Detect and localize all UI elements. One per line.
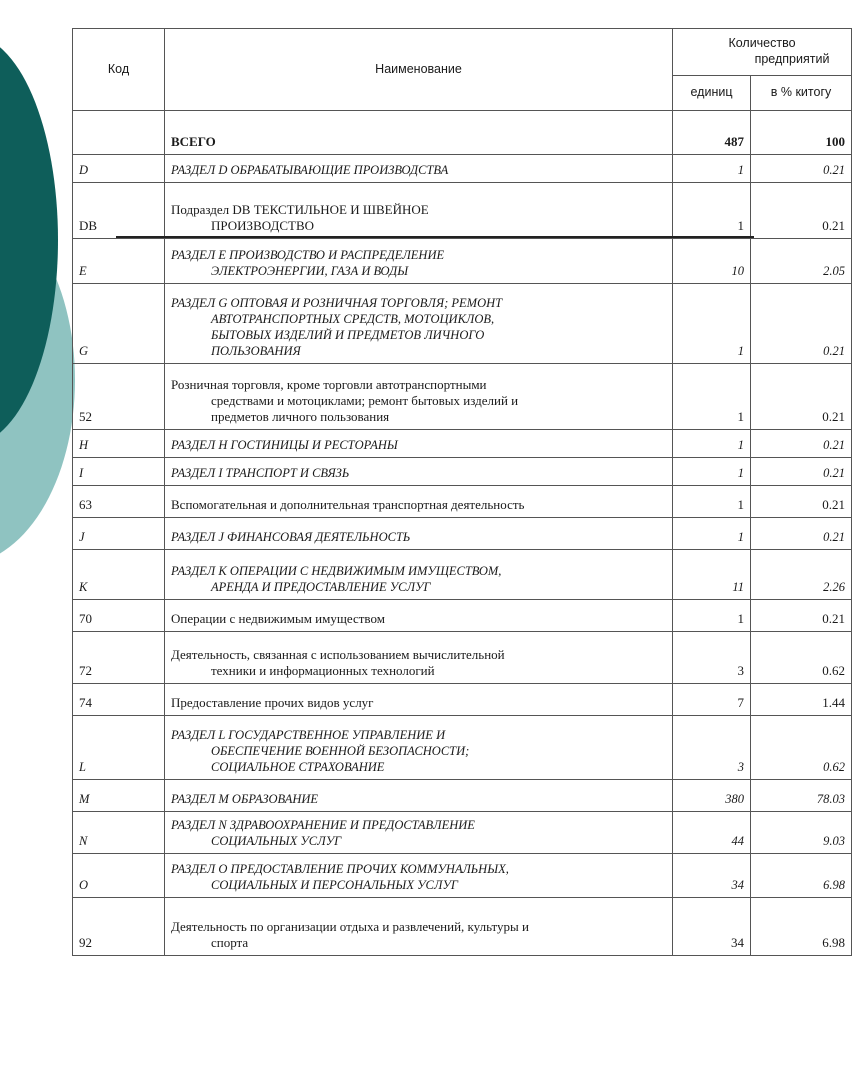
table-row	[73, 486, 852, 518]
cell-units: 380	[673, 780, 751, 812]
table-row	[73, 550, 852, 600]
table-row	[73, 518, 852, 550]
name-line: СОЦИАЛЬНЫХ УСЛУГ	[211, 834, 342, 848]
name-line: Подраздел DB ТЕКСТИЛЬНОЕ И ШВЕЙНОЕ	[171, 202, 429, 217]
cell-percent: 0.21	[751, 518, 852, 550]
table-row	[73, 458, 852, 486]
cell-units: 3	[673, 716, 751, 780]
cell-units: 1	[673, 458, 751, 486]
table-row	[73, 183, 852, 239]
separator-line	[116, 236, 754, 238]
name-line: РАЗДЕЛ J ФИНАНСОВАЯ ДЕЯТЕЛЬНОСТЬ	[171, 530, 411, 544]
name-line: техники и информационных технологий	[211, 663, 435, 678]
cell-percent: 0.21	[751, 430, 852, 458]
header-quantity	[673, 29, 852, 76]
name-line: РАЗДЕЛ M ОБРАЗОВАНИЕ	[171, 792, 319, 806]
name-line: БЫТОВЫХ ИЗДЕЛИЙ И ПРЕДМЕТОВ ЛИЧНОГО	[211, 328, 485, 342]
name-line: РАЗДЕЛ K ОПЕРАЦИИ С НЕДВИЖИМЫМ ИМУЩЕСТВОМ,	[171, 564, 502, 578]
table-row	[73, 684, 852, 716]
cell-code: L	[73, 716, 165, 780]
cell-code: O	[73, 854, 165, 898]
cell-percent: 2.26	[751, 550, 852, 600]
header-code: Код	[73, 29, 165, 111]
cell-percent: 1.44	[751, 684, 852, 716]
cell-code: D	[73, 155, 165, 183]
name-line: средствами и мотоциклами; ремонт бытовых изделий и	[211, 393, 519, 408]
table-row	[73, 364, 852, 430]
cell-units: 34	[673, 854, 751, 898]
cell-name	[165, 600, 673, 632]
name-line: Деятельность, связанная с использованием вычислительной	[171, 647, 505, 662]
data-table	[72, 28, 852, 956]
name-line: АВТОТРАНСПОРТНЫХ СРЕДСТВ, МОТОЦИКЛОВ,	[211, 312, 495, 326]
table-row	[73, 898, 852, 956]
cell-units: 487	[673, 111, 751, 155]
cell-percent: 0.21	[751, 364, 852, 430]
cell-percent: 0.21	[751, 486, 852, 518]
table-row	[73, 812, 852, 854]
cell-percent: 9.03	[751, 812, 852, 854]
cell-name	[165, 486, 673, 518]
cell-percent: 6.98	[751, 854, 852, 898]
header-name: Наименование	[165, 29, 673, 111]
cell-units: 11	[673, 550, 751, 600]
enterprise-table	[72, 28, 846, 956]
cell-units: 1	[673, 486, 751, 518]
cell-units: 1	[673, 284, 751, 364]
table-row	[73, 155, 852, 183]
cell-code: 74	[73, 684, 165, 716]
header-quantity-line1: Количество	[728, 36, 796, 50]
cell-code	[73, 111, 165, 155]
table-row	[73, 239, 852, 284]
cell-name	[165, 284, 673, 364]
cell-percent: 0.21	[751, 155, 852, 183]
cell-code: 63	[73, 486, 165, 518]
name-line: РАЗДЕЛ E ПРОИЗВОДСТВО И РАСПРЕДЕЛЕНИЕ	[171, 248, 445, 262]
cell-code: 70	[73, 600, 165, 632]
cell-units: 1	[673, 364, 751, 430]
cell-name	[165, 898, 673, 956]
cell-percent: 0.21	[751, 284, 852, 364]
cell-code: H	[73, 430, 165, 458]
cell-units: 1	[673, 183, 751, 239]
cell-name	[165, 812, 673, 854]
cell-units: 10	[673, 239, 751, 284]
header-percent: в % китогу	[751, 76, 852, 111]
table-row	[73, 111, 852, 155]
cell-name	[165, 155, 673, 183]
name-line: Розничная торговля, кроме торговли автотранспортными	[171, 377, 487, 392]
cell-name	[165, 183, 673, 239]
cell-name	[165, 854, 673, 898]
cell-code: M	[73, 780, 165, 812]
cell-code: N	[73, 812, 165, 854]
cell-name	[165, 239, 673, 284]
name-line: РАЗДЕЛ D ОБРАБАТЫВАЮЩИЕ ПРОИЗВОДСТВА	[171, 163, 449, 177]
name-line: ОБЕСПЕЧЕНИЕ ВОЕННОЙ БЕЗОПАСНОСТИ;	[211, 744, 470, 758]
name-line: Вспомогательная и дополнительная транспортная деятельность	[171, 497, 525, 512]
cell-name	[165, 780, 673, 812]
cell-name	[165, 430, 673, 458]
cell-code: 52	[73, 364, 165, 430]
cell-percent: 0.62	[751, 632, 852, 684]
name-line: РАЗДЕЛ H ГОСТИНИЦЫ И РЕСТОРАНЫ	[171, 438, 398, 452]
name-line: РАЗДЕЛ I ТРАНСПОРТ И СВЯЗЬ	[171, 466, 350, 480]
name-line: спорта	[211, 935, 249, 950]
cell-code: E	[73, 239, 165, 284]
cell-code: 92	[73, 898, 165, 956]
cell-name	[165, 632, 673, 684]
cell-name	[165, 550, 673, 600]
name-line: АРЕНДА И ПРЕДОСТАВЛЕНИЕ УСЛУГ	[211, 580, 431, 594]
name-line: предметов личного пользования	[211, 409, 390, 424]
name-line: ЭЛЕКТРОЭНЕРГИИ, ГАЗА И ВОДЫ	[211, 264, 409, 278]
cell-units: 1	[673, 518, 751, 550]
cell-code: J	[73, 518, 165, 550]
table-row	[73, 430, 852, 458]
table-row	[73, 284, 852, 364]
name-line: РАЗДЕЛ O ПРЕДОСТАВЛЕНИЕ ПРОЧИХ КОММУНАЛЬНЫХ,	[171, 862, 509, 876]
cell-name	[165, 364, 673, 430]
name-line: Предоставление прочих видов услуг	[171, 695, 374, 710]
cell-percent: 0.62	[751, 716, 852, 780]
cell-units: 34	[673, 898, 751, 956]
cell-name	[165, 684, 673, 716]
cell-units: 1	[673, 430, 751, 458]
cell-code: DB	[73, 183, 165, 239]
cell-units: 7	[673, 684, 751, 716]
table-row	[73, 600, 852, 632]
name-line: ВСЕГО	[171, 134, 216, 149]
cell-code: I	[73, 458, 165, 486]
cell-units: 1	[673, 600, 751, 632]
name-line: СОЦИАЛЬНОЕ СТРАХОВАНИЕ	[211, 760, 385, 774]
cell-percent: 0.21	[751, 600, 852, 632]
cell-code: G	[73, 284, 165, 364]
cell-name	[165, 716, 673, 780]
cell-units: 3	[673, 632, 751, 684]
cell-units: 1	[673, 155, 751, 183]
cell-code: 72	[73, 632, 165, 684]
name-line: РАЗДЕЛ N ЗДРАВООХРАНЕНИЕ И ПРЕДОСТАВЛЕНИЕ	[171, 818, 475, 832]
cell-code: K	[73, 550, 165, 600]
table-row	[73, 854, 852, 898]
name-line: СОЦИАЛЬНЫХ И ПЕРСОНАЛЬНЫХ УСЛУГ	[211, 878, 458, 892]
table-row	[73, 716, 852, 780]
table-row	[73, 632, 852, 684]
header-quantity-line2: предприятий	[754, 52, 830, 66]
cell-name	[165, 111, 673, 155]
cell-percent: 6.98	[751, 898, 852, 956]
header-units: единиц	[673, 76, 751, 111]
cell-percent: 100	[751, 111, 852, 155]
cell-percent: 2.05	[751, 239, 852, 284]
name-line: ПРОИЗВОДСТВО	[211, 218, 315, 233]
cell-name	[165, 518, 673, 550]
table-row	[73, 780, 852, 812]
cell-name	[165, 458, 673, 486]
name-line: Операции с недвижимым имуществом	[171, 611, 385, 626]
cell-units: 44	[673, 812, 751, 854]
name-line: РАЗДЕЛ G ОПТОВАЯ И РОЗНИЧНАЯ ТОРГОВЛЯ; РЕМОНТ	[171, 296, 503, 310]
name-line: РАЗДЕЛ L ГОСУДАРСТВЕННОЕ УПРАВЛЕНИЕ И	[171, 728, 446, 742]
name-line: Деятельность по организации отдыха и развлечений, культуры и	[171, 919, 529, 934]
cell-percent: 0.21	[751, 183, 852, 239]
cell-percent: 0.21	[751, 458, 852, 486]
name-line: ПОЛЬЗОВАНИЯ	[211, 344, 301, 358]
cell-percent: 78.03	[751, 780, 852, 812]
